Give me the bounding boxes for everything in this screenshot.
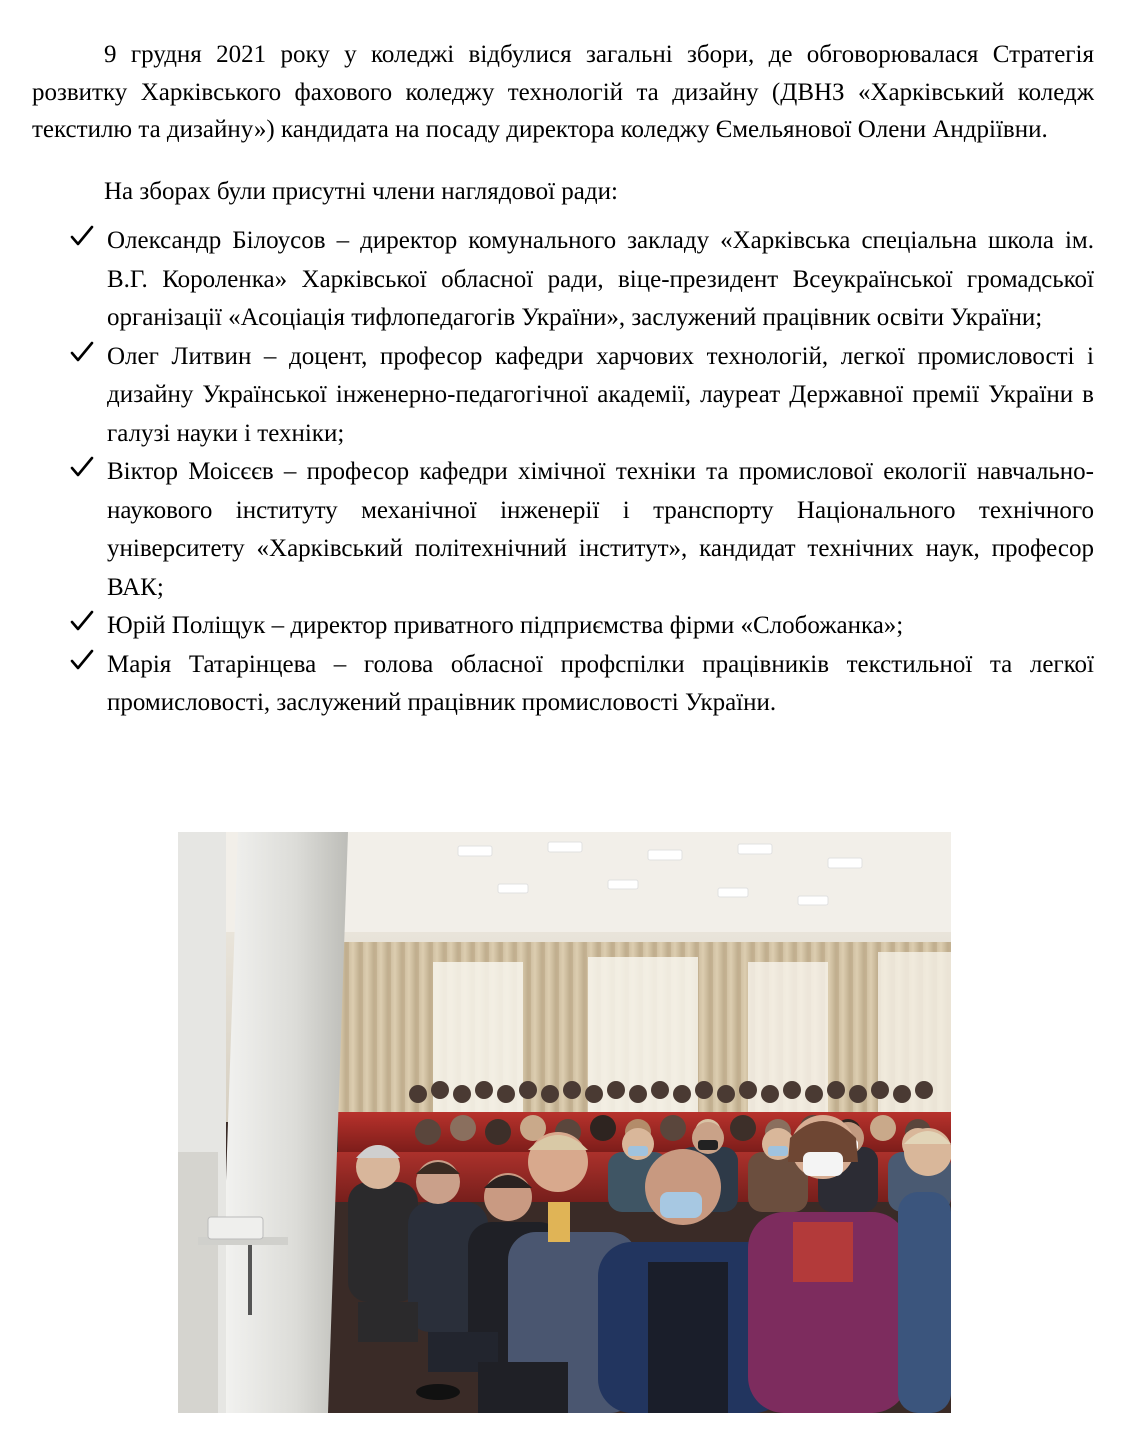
checkmark-icon (69, 223, 95, 249)
checkmark-icon (69, 454, 95, 480)
member-text: Віктор Моісєєв – професор кафедри хімічної техніки та промислової екології навчально-наукового інституту механічної інженерії і транспорту Національного технічного університету «Харківський політехнічний інститут», кандидат технічних наук, професор ВАК; (107, 458, 1094, 601)
checkmark-icon (69, 339, 95, 365)
board-members-intro: На зборах були присутні члени наглядової ради: (104, 177, 618, 205)
member-text: Марія Татарінцева – голова обласної профспілки працівників текстильної та легкої промисловості, заслужений працівник промисловості України. (107, 650, 1094, 716)
list-item (32, 453, 1094, 607)
member-text: Олег Литвин – доцент, професор кафедри харчових технологій, легкої промисловості і дизайну Української інженерно-педагогічної академії, лауреат Державної премії України в галузі науки і техніки; (107, 342, 1094, 447)
board-members-list (32, 222, 1094, 723)
meeting-audience-photo (178, 832, 951, 1413)
list-item (32, 222, 1094, 338)
document-body (32, 36, 1094, 723)
list-item (32, 607, 1094, 646)
list-item (32, 338, 1094, 454)
list-item (32, 646, 1094, 723)
member-text: Юрій Поліщук – директор приватного підприємства фірми «Слобожанка»; (107, 612, 904, 639)
checkmark-icon (69, 608, 95, 634)
member-text: Олександр Білоусов – директор комунального закладу «Харківська спеціальна школа ім. В.Г. Короленка» Харківської обласної ради, віце-президент Всеукраїнської громадської організації «Асоціація тифлопедагогів України», заслужений працівник освіти України; (107, 227, 1094, 331)
opening-paragraph: 9 грудня 2021 року у коледжі відбулися загальні збори, де обговорювалася Стратегія розвитку Харківського фахового коледжу технологій та дизайну (ДВНЗ «Харківський коледж текстилю та дизайну») кандидата на посаду директора коледжу Ємельянової Олени Андріївни. (32, 41, 1094, 143)
checkmark-icon (69, 647, 95, 673)
